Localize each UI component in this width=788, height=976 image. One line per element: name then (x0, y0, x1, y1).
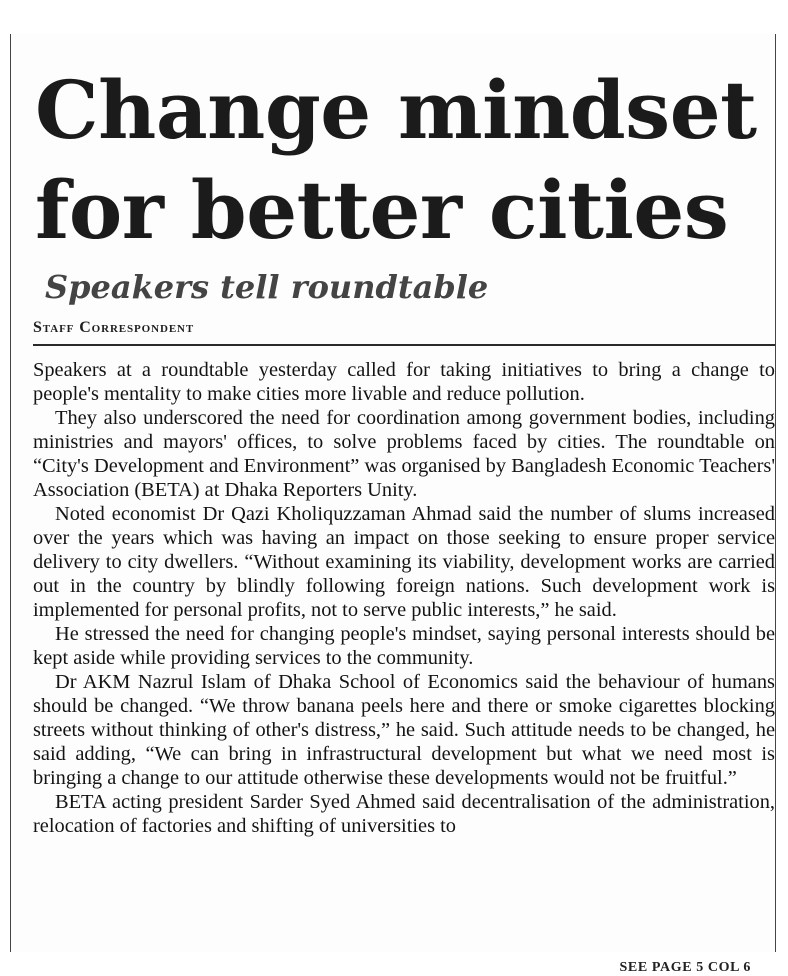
article-paragraph: Noted economist Dr Qazi Kholiquzzaman Ahmad said the number of slums increased over the years which was having an impact on those seeking to ensure proper service delivery to city dwellers. “Without examining its viability, development works are carried out in the country by blindly following foreign nations. Such development work is implemented for personal profits, not to serve public interests,” he said. (33, 503, 775, 621)
headline: Change mindset for better cities (35, 63, 757, 257)
article-paragraph: Dr AKM Nazrul Islam of Dhaka School of Economics said the behaviour of humans should be changed. “We throw banana peels here and there or smoke cigarettes blocking streets without thinking of other's distress,” he said. Such attitude needs to be changed, he said adding, “We can bring in infrastructural development but what we need most is bringing a change to our attitude otherwise these developments would not be fruitful.” (33, 671, 775, 789)
article-body (33, 358, 775, 838)
article-paragraph: They also underscored the need for coordination among government bodies, including ministries and mayors' offices, to solve problems faced by cities. The roundtable on “City's Development and Environment” was organised by Bangladesh Economic Teachers' Association (BETA) at Dhaka Reporters Unity. (33, 407, 775, 501)
continued-on-label: SEE PAGE 5 COL 6 (619, 960, 751, 975)
byline: Staff Correspondent (33, 319, 195, 336)
article-paragraph: He stressed the need for changing people's mindset, saying personal interests should be kept aside while providing services to the community. (33, 623, 775, 669)
subheadline: Speakers tell roundtable (45, 268, 489, 306)
article-paragraph: Speakers at a roundtable yesterday called for taking initiatives to bring a change to people's mentality to make cities more livable and reduce pollution. (33, 359, 775, 405)
news-clipping (10, 34, 776, 975)
byline-divider (33, 344, 775, 346)
article-paragraph: BETA acting president Sarder Syed Ahmed said decentralisation of the administration, relocation of factories and shifting of universities to (33, 791, 775, 837)
